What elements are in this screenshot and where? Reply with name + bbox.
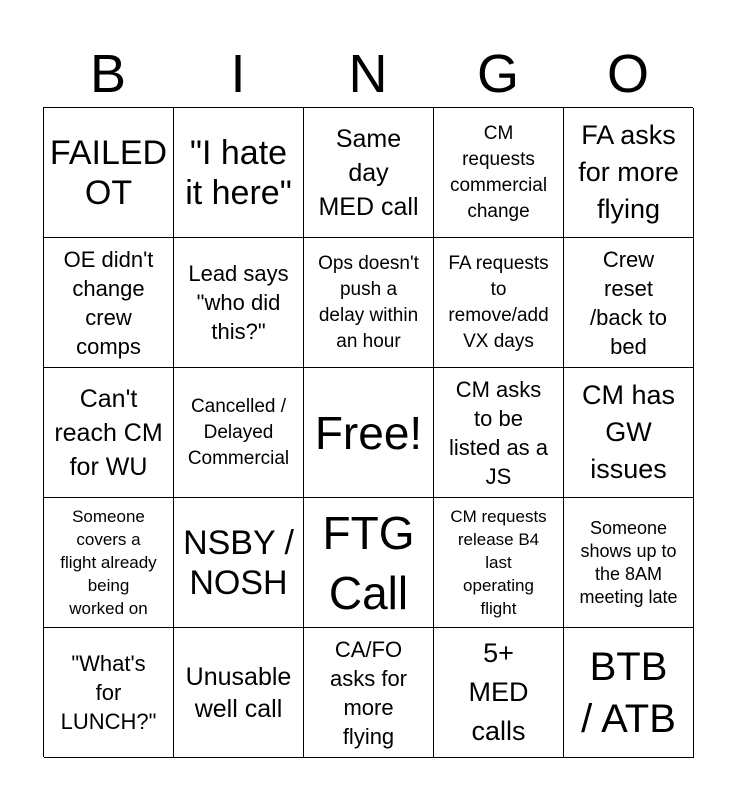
bingo-cell-text: CM requests release B4 last operating flight [450,507,547,618]
bingo-cell-text: CM asks to be listed as a JS [448,376,549,489]
bingo-cell-r3-c0[interactable] [44,498,174,628]
bingo-cell-text: Lead says "who did this?" [188,261,289,344]
bingo-cell-text: Ops doesn't push a delay within an hour [318,252,419,352]
bingo-cell-text: CM requests commercial change [449,122,548,222]
bingo-cell-r3-c4[interactable] [564,498,694,628]
bingo-cell-text: Unusable well call [185,662,292,723]
bingo-cell-r2-c4[interactable] [564,368,694,498]
bingo-cell-text: Someone shows up to the 8AM meeting late [579,517,678,607]
bingo-cell-text: Can't reach CM for WU [54,384,163,481]
header-letter-g: G [476,44,519,104]
bingo-cell-r2-c3[interactable] [434,368,564,498]
bingo-cell-text: FTG Call [322,506,415,619]
bingo-cell-r0-c1[interactable] [174,108,304,238]
bingo-cell-r3-c3[interactable] [434,498,564,628]
bingo-cell-r3-c2[interactable] [304,498,434,628]
bingo-cell-text: CM has GW issues [581,380,676,484]
header-letter-b: B [89,44,127,104]
bingo-cell-r0-c0[interactable] [44,108,174,238]
bingo-cell-text: "What's for LUNCH?" [60,651,157,734]
bingo-cell-r4-c2[interactable] [304,628,434,758]
bingo-cell-r1-c2[interactable] [304,238,434,368]
header-letter-o: O [606,44,649,104]
bingo-cell-text: Same day MED call [318,124,419,221]
bingo-cell-text: Crew reset /back to bed [589,246,668,359]
bingo-cell-free[interactable] [304,368,434,498]
bingo-cell-text: "I hate it here" [185,133,292,212]
bingo-cell-r0-c4[interactable] [564,108,694,238]
bingo-cell-r4-c4[interactable] [564,628,694,758]
bingo-cell-text: BTB / ATB [581,644,676,741]
bingo-header [43,40,693,108]
bingo-cell-r2-c0[interactable] [44,368,174,498]
bingo-cell-text: 5+ MED calls [468,638,529,746]
bingo-cell-text: NSBY / NOSH [183,523,294,602]
bingo-cell-r3-c1[interactable] [174,498,304,628]
bingo-cell-text: Cancelled / Delayed Commercial [187,395,290,469]
bingo-cell-text: FAILED OT [49,133,168,212]
bingo-cell-r0-c3[interactable] [434,108,564,238]
bingo-cell-r1-c1[interactable] [174,238,304,368]
free-space-text: Free! [314,406,423,459]
bingo-cell-r1-c3[interactable] [434,238,564,368]
bingo-cell-text: CA/FO asks for more flying [329,636,408,749]
bingo-cell-r2-c1[interactable] [174,368,304,498]
bingo-cell-text: Someone covers a flight already being worked on [60,507,157,618]
bingo-cell-text: FA asks for more flying [578,120,679,224]
header-letter-n: N [348,44,388,104]
bingo-cell-text: OE didn't change crew comps [63,246,154,359]
bingo-cell-r1-c4[interactable] [564,238,694,368]
bingo-cell-r4-c1[interactable] [174,628,304,758]
bingo-cell-text: FA requests to remove/add VX days [448,252,549,352]
bingo-cell-r4-c3[interactable] [434,628,564,758]
bingo-card-grid [43,107,693,757]
bingo-cell-r4-c0[interactable] [44,628,174,758]
bingo-cell-r0-c2[interactable] [304,108,434,238]
header-letter-i: I [230,44,246,104]
bingo-cell-r1-c0[interactable] [44,238,174,368]
